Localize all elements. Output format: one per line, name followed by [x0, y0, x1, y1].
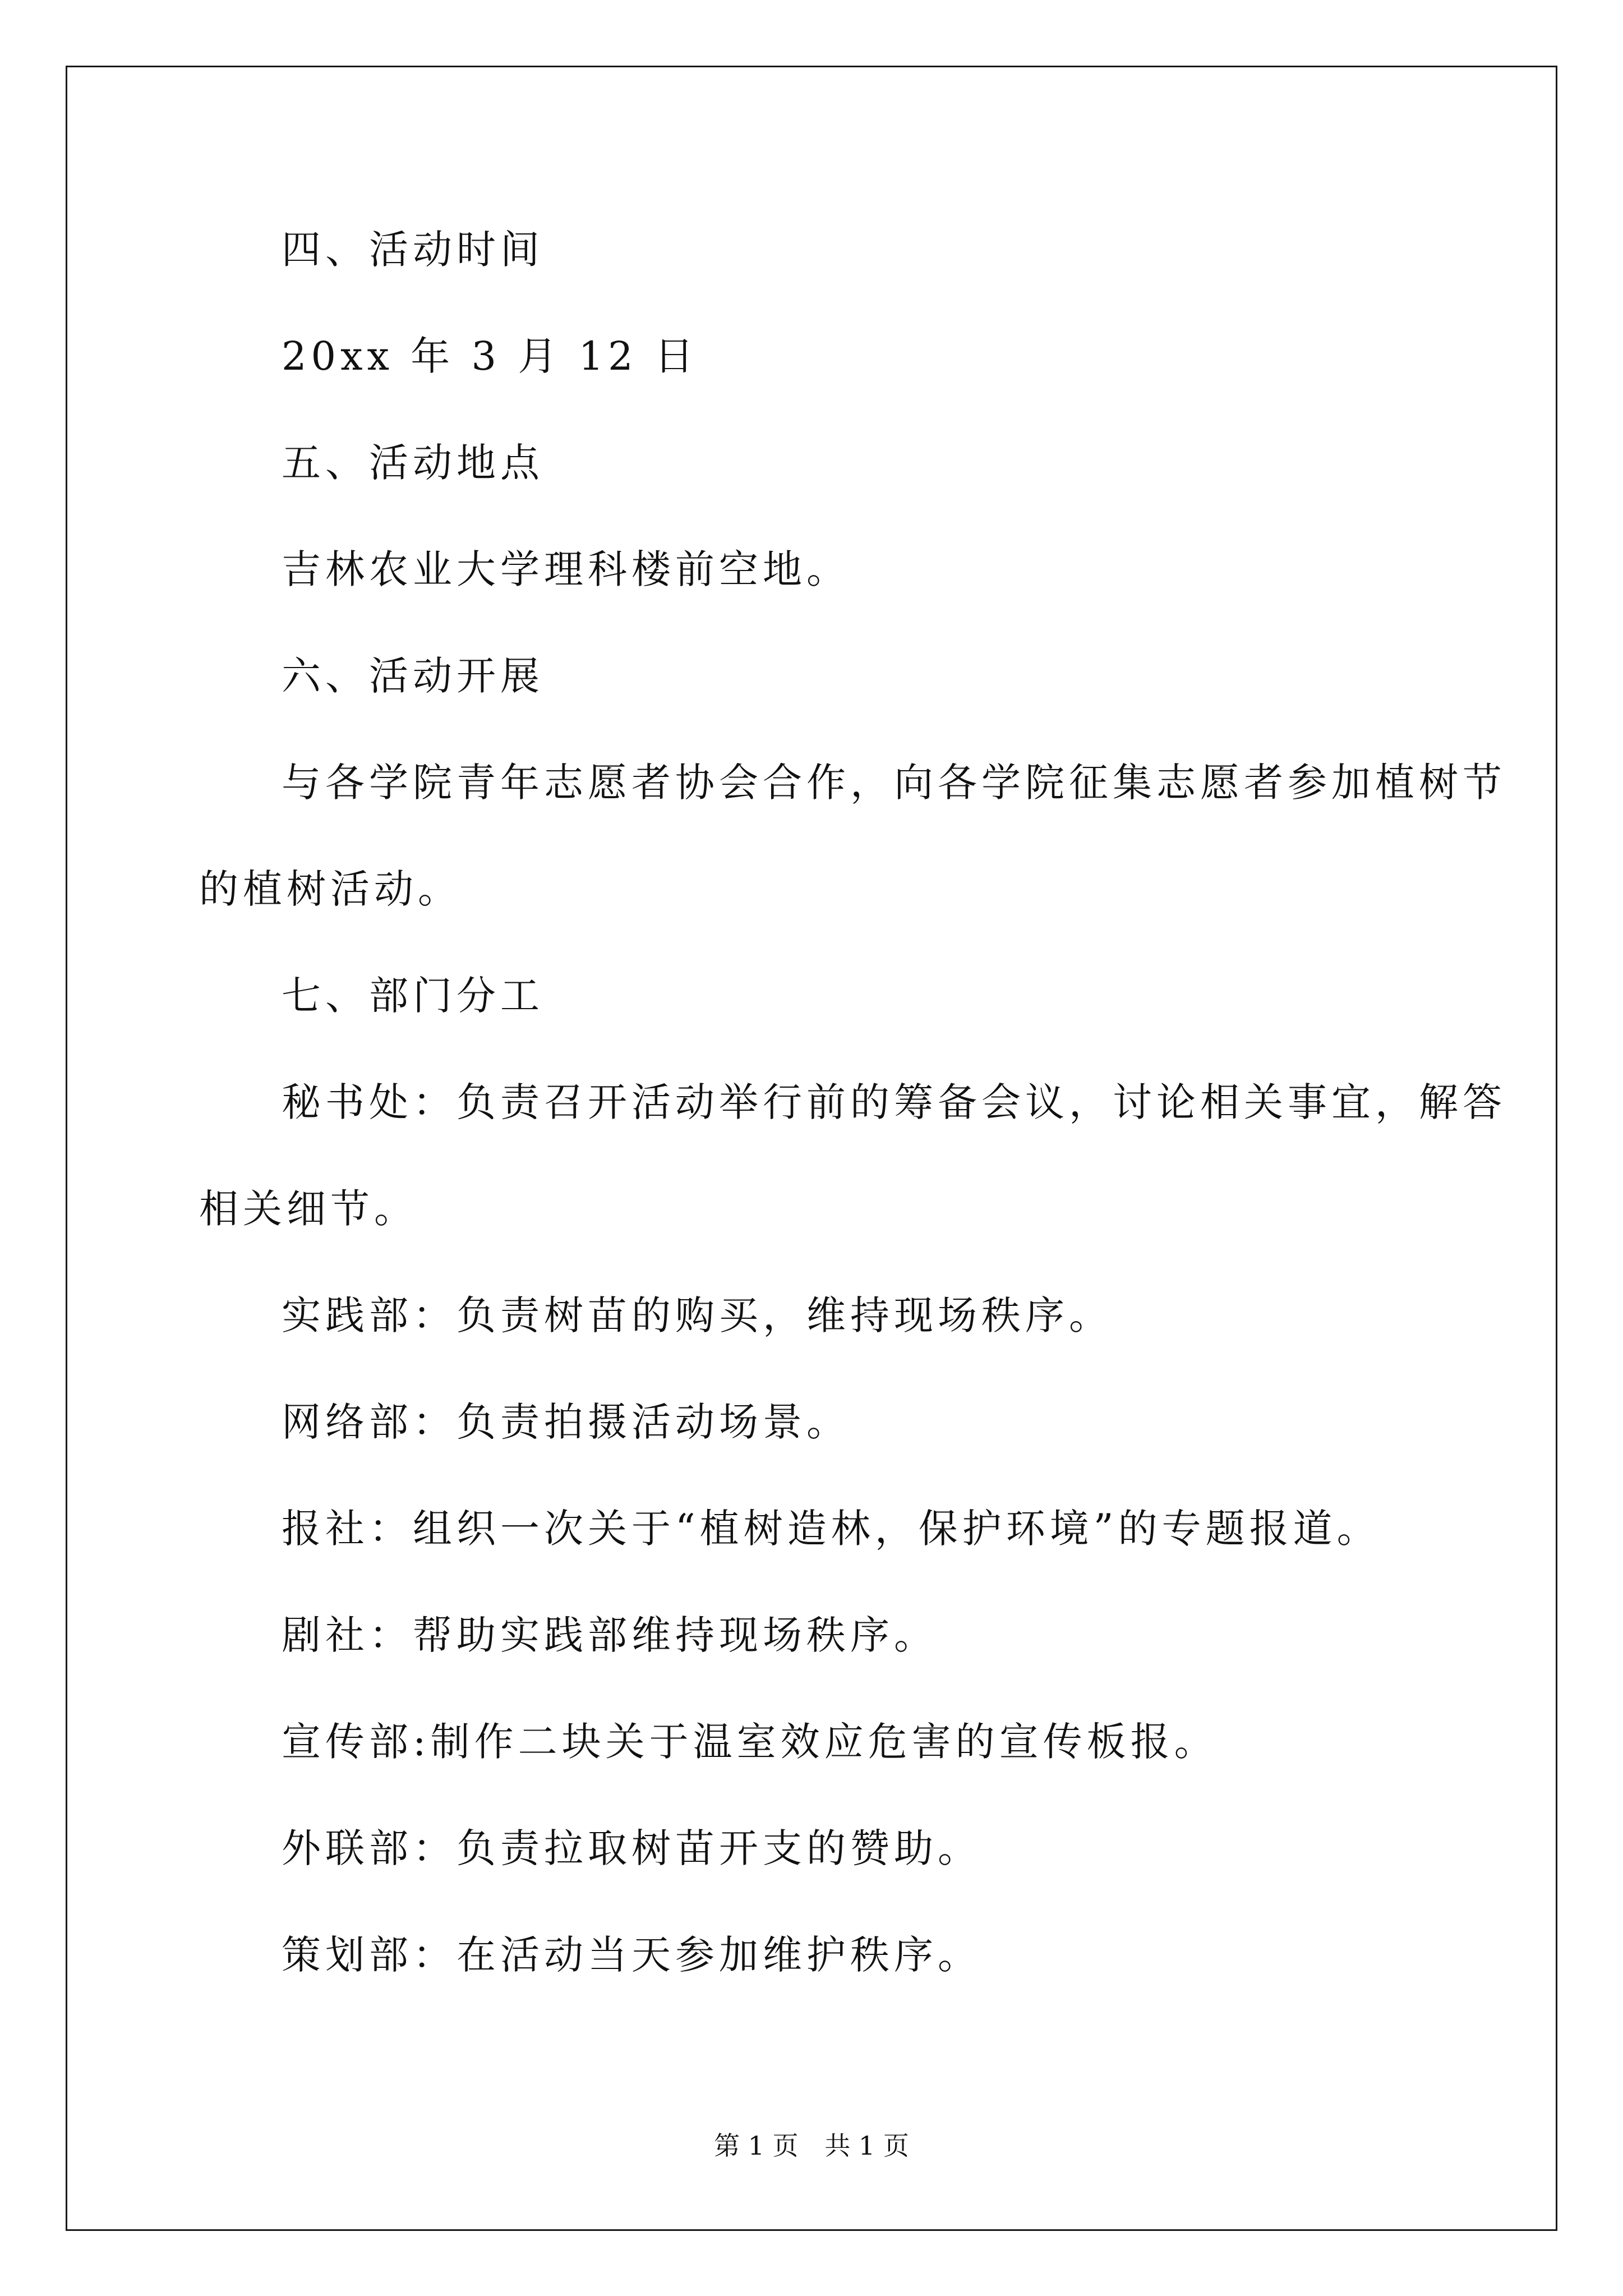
heading-activity-development: 六、活动开展 [282, 653, 544, 699]
secretariat-line-2: 相关细节。 [199, 1186, 418, 1232]
page-total: 共 1 页 [824, 2131, 909, 2161]
planning-dept: 策划部：在活动当天参加维护秩序。 [282, 1932, 981, 1978]
external-relations-dept: 外联部：负责拉取树苗开支的赞助。 [282, 1825, 981, 1871]
publicity-dept: 宣传部:制作二块关于温室效应危害的宣传板报。 [282, 1719, 1218, 1765]
activity-date: 20xx 年 3 月 12 日 [282, 333, 698, 379]
heading-activity-time: 四、活动时间 [282, 227, 544, 273]
paragraph-development-line-1: 与各学院青年志愿者协会合作，向各学院征集志愿者参加植树节 [282, 760, 1506, 806]
heading-activity-location: 五、活动地点 [282, 440, 544, 486]
paragraph-development-line-2: 的植树活动。 [199, 866, 462, 912]
practice-dept: 实践部：负责树苗的购买，维持现场秩序。 [282, 1292, 1113, 1338]
page-border [66, 66, 1557, 2231]
heading-department-division: 七、部门分工 [282, 973, 544, 1019]
page-number: 第 1 页 [714, 2131, 799, 2161]
activity-location: 吉林农业大学理科楼前空地。 [282, 546, 850, 592]
secretariat-line-1: 秘书处：负责召开活动举行前的筹备会议，讨论相关事宜，解答 [282, 1079, 1506, 1125]
page-footer [0, 2129, 1623, 2162]
network-dept: 网络部：负责拍摄活动场景。 [282, 1399, 850, 1445]
newspaper-club: 报社：组织一次关于“植树造林，保护环境”的专题报道。 [282, 1506, 1381, 1552]
drama-club: 剧社：帮助实践部维持现场秩序。 [282, 1612, 938, 1658]
